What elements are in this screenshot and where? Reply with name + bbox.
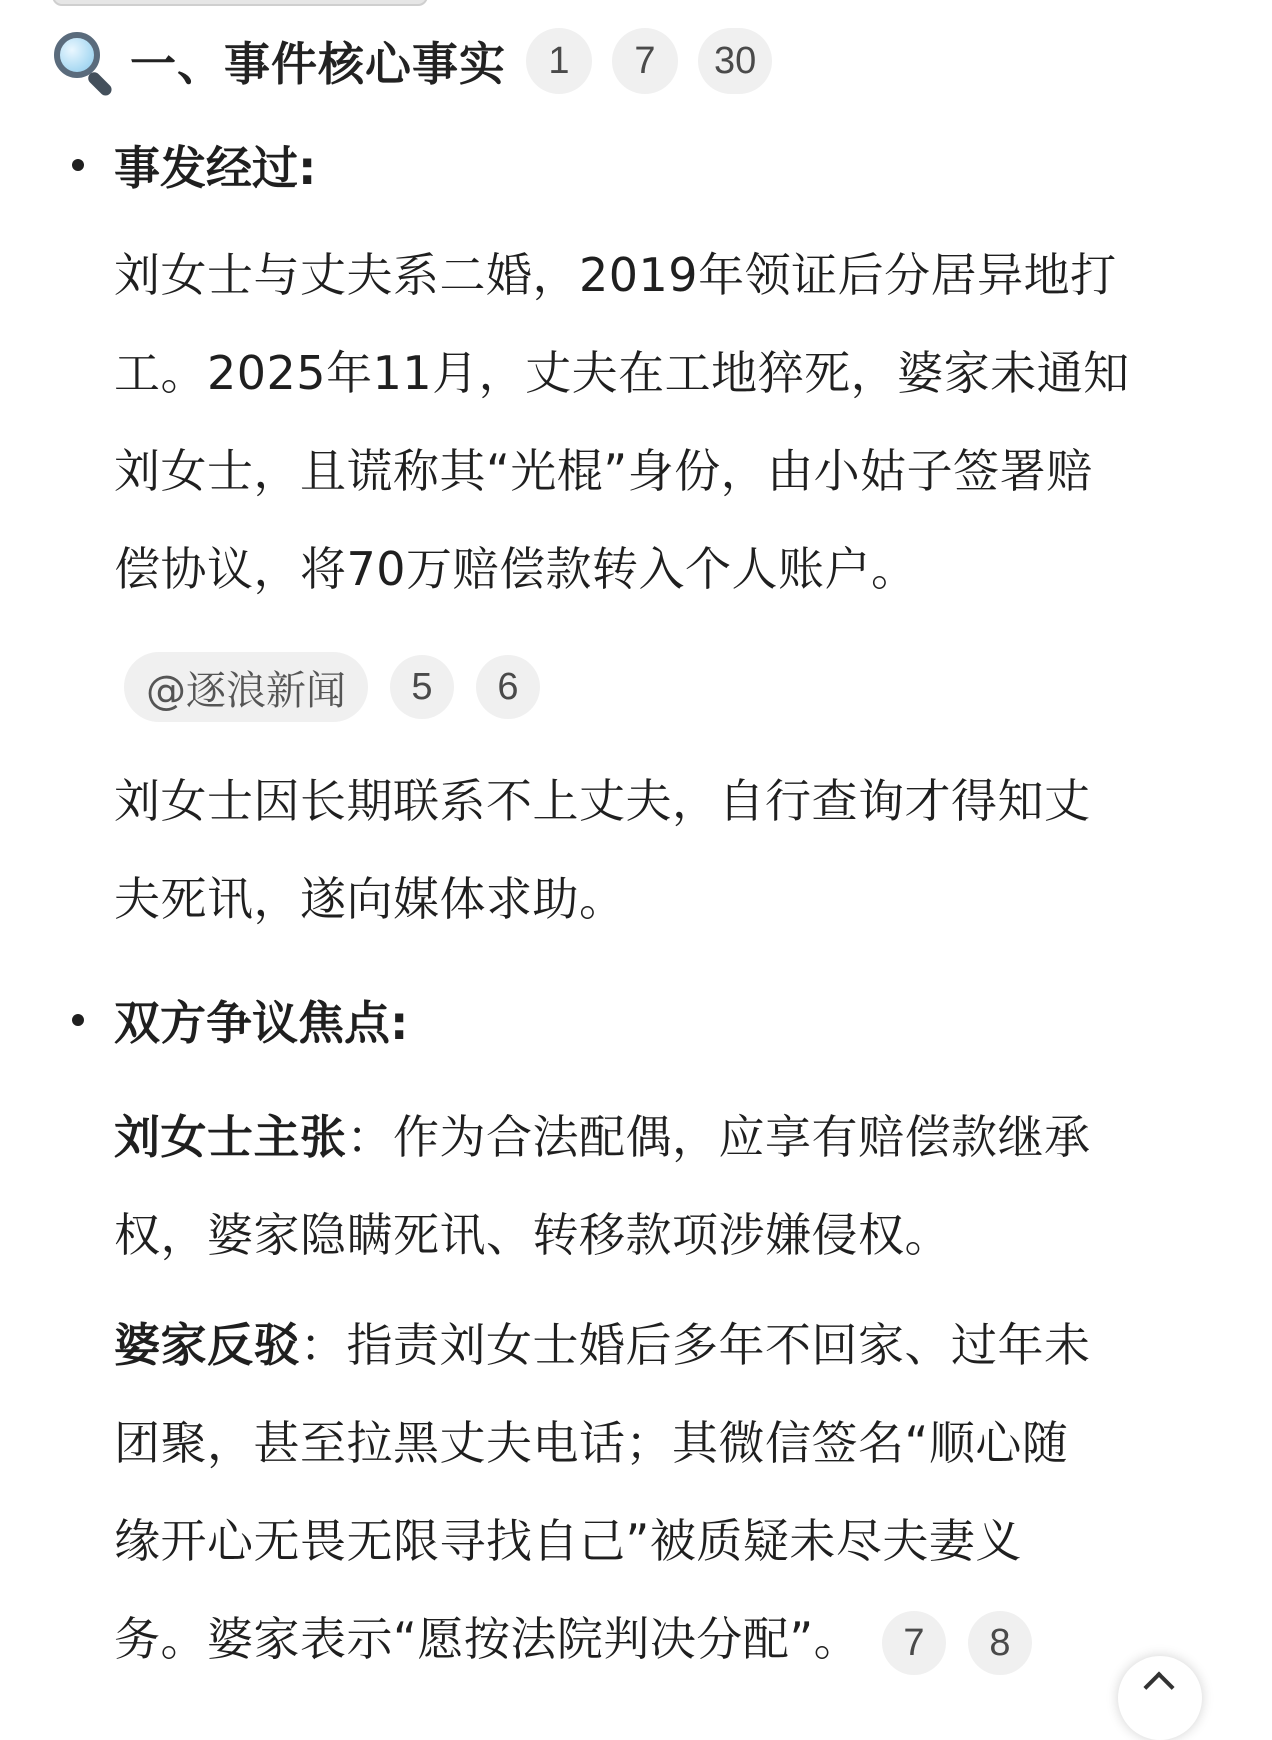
claim-text: ：作为合法配偶，应享有赔偿款继承 (346, 1110, 1091, 1164)
paragraph-line: 工。2025年11月，丈夫在工地猝死，婆家未通知 (114, 346, 1130, 400)
search-icon (52, 30, 114, 92)
paragraph (114, 226, 1234, 618)
paragraph-line: 刘女士与丈夫系二婚，2019年领证后分居异地打 (114, 248, 1117, 302)
claim-paragraph (114, 1296, 1234, 1688)
paragraph-line: 缘开心无畏无限寻找自己”被质疑未尽夫妻义 (114, 1514, 1022, 1568)
reference-chip[interactable]: 8 (968, 1611, 1032, 1675)
scroll-to-top-button[interactable] (1118, 1656, 1202, 1740)
claim-lead: 婆家反驳 (114, 1318, 300, 1372)
section-title: 一、事件核心事实 (130, 37, 506, 91)
bullet-item (72, 130, 316, 200)
bullet-item (72, 985, 408, 1055)
paragraph-line: 偿协议，将70万赔偿款转入个人账户。 (114, 542, 918, 596)
reference-chip[interactable]: 6 (476, 655, 540, 719)
bullet-dot (72, 159, 84, 171)
paragraph-line: 夫死讯，遂向媒体求助。 (114, 872, 626, 926)
paragraph-line: 团聚，甚至拉黑丈夫电话；其微信签名“顺心随 (114, 1416, 1069, 1470)
claim-lead: 刘女士主张 (114, 1110, 347, 1164)
source-chip[interactable]: @逐浪新闻 (124, 652, 368, 722)
paragraph-line: 刘女士因长期联系不上丈夫，自行查询才得知丈 (114, 774, 1091, 828)
paragraph-line: 权，婆家隐瞒死讯、转移款项涉嫌侵权。 (114, 1208, 951, 1262)
paragraph-line (114, 1088, 1234, 1186)
reference-chip[interactable]: 1 (526, 28, 592, 94)
bullet-dot (72, 1014, 84, 1026)
paragraph-line: 刘女士，且谎称其“光棍”身份，由小姑子签署赔 (114, 444, 1093, 498)
claim-text: ：指责刘女士婚后多年不回家、过年未 (300, 1318, 1091, 1372)
reference-chip[interactable]: 5 (390, 655, 454, 719)
source-row (124, 652, 540, 722)
paragraph-line (114, 1590, 1234, 1688)
bullet-label: 双方争议焦点: (114, 996, 409, 1050)
paragraph-line (114, 1296, 1234, 1394)
bullet-label: 事发经过: (114, 141, 317, 195)
claim-text: 务。婆家表示“愿按法院判决分配”。 (114, 1612, 861, 1666)
reference-chip[interactable]: 30 (698, 28, 772, 94)
reference-chip[interactable]: 7 (612, 28, 678, 94)
paragraph (114, 752, 1234, 948)
claim-paragraph (114, 1088, 1234, 1284)
section-heading (52, 26, 772, 96)
reference-chip[interactable]: 7 (882, 1611, 946, 1675)
